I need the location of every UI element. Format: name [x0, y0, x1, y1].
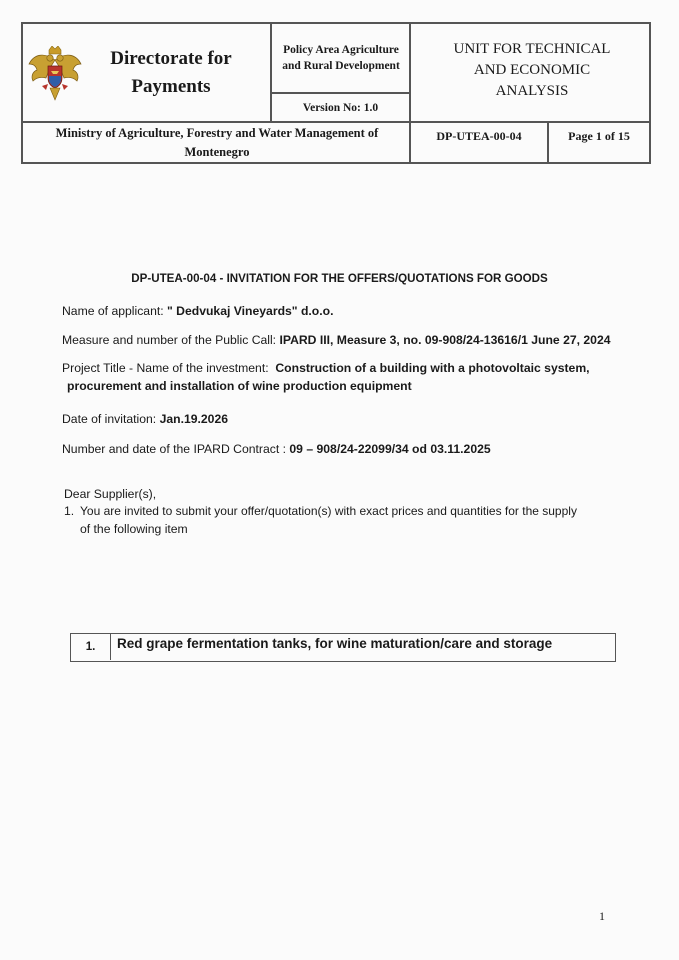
page-count-cell	[547, 121, 651, 164]
item-table-description: Red grape fermentation tanks, for wine maturation/care and storage	[117, 636, 553, 651]
applicant-label: Name of applicant:	[62, 304, 164, 318]
directorate-title: Directorate for Payments	[110, 48, 232, 97]
page-count-text: Page 1 of 15	[568, 129, 630, 143]
policy-area-cell	[270, 22, 411, 94]
ministry-cell	[21, 121, 411, 164]
item-table-number: 1.	[85, 641, 96, 653]
policy-area-text: Policy Area Agriculture and Rural Development	[282, 44, 400, 72]
measure-line	[62, 332, 611, 349]
version-text: Version No: 1.0	[302, 101, 379, 114]
item1-line1: You are invited to submit your offer/quotation(s) with exact prices and quantities for the supply	[80, 504, 577, 518]
project-label: Project Title - Name of the investment:	[62, 361, 269, 375]
date-value: Jan.19.2026	[159, 412, 229, 426]
project-value-line2: procurement and installation of wine production equipment	[67, 379, 412, 393]
page-number: 1	[599, 909, 605, 923]
header-table	[21, 22, 651, 164]
contract-label: Number and date of the IPARD Contract :	[62, 442, 286, 456]
directorate-cell	[21, 22, 272, 123]
item1-line2: of the following item	[80, 522, 188, 536]
date-label: Date of invitation:	[62, 412, 157, 426]
item-table-number-cell	[71, 634, 111, 660]
applicant-value: " Dedvukaj Vineyards" d.o.o.	[167, 304, 334, 318]
doc-code-text: DP-UTEA-00-04	[436, 129, 522, 143]
project-value-line1: Construction of a building with a photovoltaic system,	[275, 361, 590, 375]
montenegro-coat-of-arms-icon	[28, 46, 82, 102]
project-line	[62, 360, 590, 377]
document-title: DP-UTEA-00-04 - INVITATION FOR THE OFFERS/QUOTATIONS FOR GOODS	[131, 272, 548, 285]
applicant-line	[62, 303, 333, 320]
version-cell	[270, 92, 411, 123]
salutation: Dear Supplier(s),	[64, 487, 157, 501]
measure-value: IPARD III, Measure 3, no. 09-908/24-13616/1 June 27, 2024	[279, 333, 611, 347]
doc-code-cell	[409, 121, 549, 164]
date-line	[62, 411, 228, 428]
item1-number: 1.	[64, 504, 75, 518]
contract-line	[62, 441, 491, 458]
measure-label: Measure and number of the Public Call:	[62, 333, 277, 347]
contract-value: 09 – 908/24-22099/34 od 03.11.2025	[289, 442, 491, 456]
item-table	[70, 633, 616, 662]
ministry-text: Ministry of Agriculture, Forestry and Water Management of Montenegro	[55, 126, 379, 159]
unit-cell	[409, 22, 651, 123]
unit-text: UNIT FOR TECHNICAL AND ECONOMIC ANALYSIS	[453, 40, 611, 99]
